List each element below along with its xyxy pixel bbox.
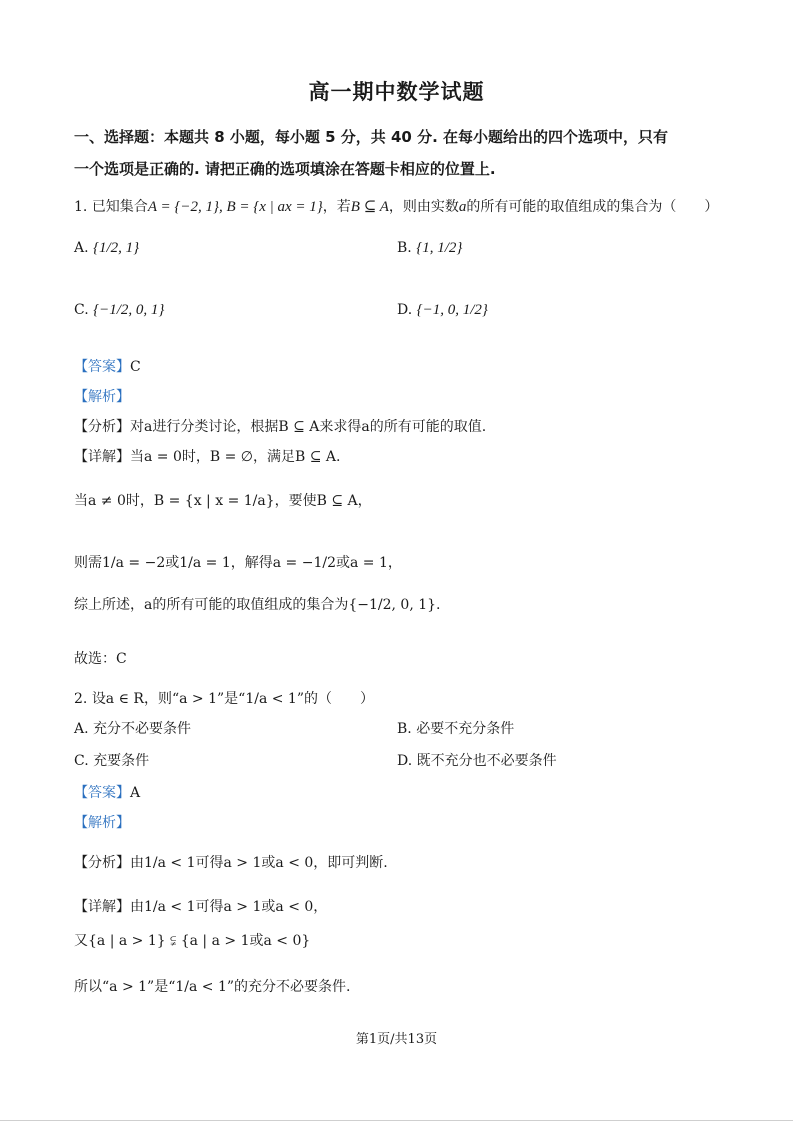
q2-answer-line: [74, 782, 140, 802]
stem-text: ，若: [322, 199, 351, 215]
option-a: [74, 240, 139, 257]
answer-line: [74, 356, 141, 376]
fenxi-text: 对a进行分类讨论，根据B ⊆ A来求得a的所有可能的取值.: [130, 419, 487, 435]
q2-option-b: B. 必要不充分条件: [397, 721, 515, 737]
answer-value: C: [130, 359, 141, 375]
fenxi-line: [74, 416, 486, 436]
stem-text: 设a ∈ R，则“a > 1”是“1/a < 1”的（ ）: [91, 691, 374, 707]
analysis-tag: 【解析】: [74, 389, 130, 405]
stem-text: 的所有可能的取值组成的集合为（ ）: [466, 199, 719, 215]
question-2-stem: [74, 688, 374, 708]
question-number: 1.: [74, 199, 88, 215]
math-set-definition: A = {−2, 1}, B = {x | ax = 1}: [147, 199, 323, 215]
q2-analysis-tag: 【解析】: [74, 815, 130, 831]
xiangjie-line-4: 综上所述，a的所有可能的取值组成的集合为{−1/2, 0, 1}.: [74, 597, 441, 613]
xiangjie-line-1: [74, 446, 340, 466]
option-value: {−1/2, 0, 1}: [93, 302, 165, 318]
option-value: {1, 1/2}: [416, 240, 463, 256]
q2-fenxi-line: [74, 852, 388, 872]
q2-option-d: D. 既不充分也不必要条件: [397, 753, 557, 769]
math-condition: B ⊆ A: [350, 199, 389, 215]
xiangjie-line-2: 当a ≠ 0时，B = {x | x = 1/a}，要使B ⊆ A，: [74, 493, 372, 509]
answer-value: A: [130, 785, 141, 801]
xiangjie-tag: 【详解】: [74, 449, 130, 465]
section-heading-line2: 一个选项是正确的. 请把正确的选项填涂在答题卡相应的位置上.: [74, 160, 496, 178]
option-label: A.: [74, 240, 89, 256]
answer-tag: 【答案】: [74, 785, 130, 801]
xiangjie-text: 由1/a < 1可得a > 1或a < 0，: [130, 899, 328, 915]
xiangjie-line-5: 故选：C: [74, 651, 127, 667]
page-footer: 第1页/共13页: [355, 1032, 438, 1047]
stem-text: ，则由实数: [388, 199, 459, 215]
answer-tag: 【答案】: [74, 359, 130, 375]
xiangjie-line-3: 则需1/a = −2或1/a = 1，解得a = −1/2或a = 1，: [74, 555, 402, 571]
fenxi-tag: 【分析】: [74, 419, 130, 435]
option-c: [74, 302, 164, 319]
q2-xiangjie-line-3: 所以“a > 1”是“1/a < 1”的充分不必要条件.: [74, 979, 351, 995]
option-value: {−1, 0, 1/2}: [416, 302, 488, 318]
page-bottom-divider: [0, 1120, 793, 1121]
section-heading-line1: 一、选择题：本题共 8 小题，每小题 5 分，共 40 分. 在每小题给出的四个选项中，只有: [74, 128, 669, 146]
question-1-stem: [74, 196, 718, 216]
question-number: 2.: [74, 691, 88, 707]
option-d: [397, 302, 488, 319]
option-value: {1/2, 1}: [93, 240, 140, 256]
q2-xiangjie-line-1: [74, 896, 327, 916]
option-label: D.: [397, 302, 413, 318]
option-label: C.: [74, 302, 89, 318]
xiangjie-text: 当a = 0时，B = ∅，满足B ⊆ A.: [130, 449, 341, 465]
q2-option-a: A. 充分不必要条件: [74, 721, 192, 737]
stem-text: 已知集合: [91, 199, 148, 215]
fenxi-tag: 【分析】: [74, 855, 130, 871]
option-label: B.: [397, 240, 412, 256]
q2-xiangjie-line-2: 又{a | a > 1} ⫋ {a | a > 1或a < 0}: [74, 933, 311, 949]
page-title: 高一期中数学试题: [308, 80, 485, 104]
math-variable: a: [458, 199, 467, 215]
q2-option-c: C. 充要条件: [74, 753, 150, 769]
xiangjie-tag: 【详解】: [74, 899, 130, 915]
fenxi-text: 由1/a < 1可得a > 1或a < 0，即可判断.: [130, 855, 388, 871]
option-b: [397, 240, 462, 257]
